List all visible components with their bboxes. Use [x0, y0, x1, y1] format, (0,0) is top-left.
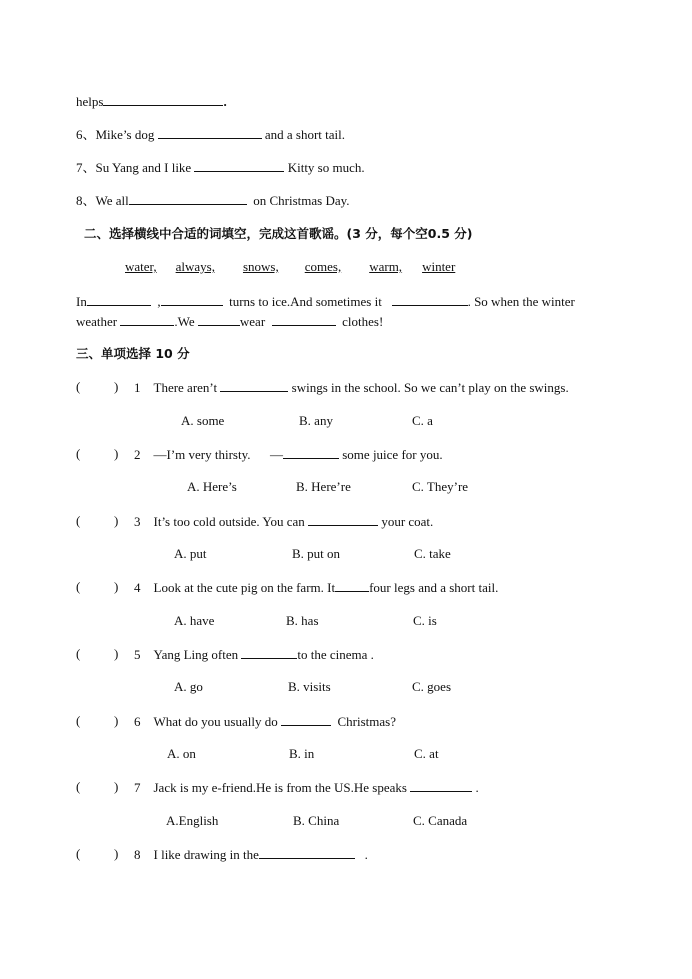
option-b[interactable]: B. put on	[292, 546, 341, 561]
section-3-title: 三、单项选择 10 分	[76, 346, 190, 361]
question-number: 8	[134, 847, 141, 862]
answer-paren-close: )	[114, 446, 119, 461]
option-b[interactable]: B. in	[289, 746, 315, 761]
answer-blank[interactable]	[194, 159, 284, 172]
answer-paren-open: (	[76, 779, 81, 794]
answer-blank[interactable]	[129, 192, 247, 205]
answer-paren-open: (	[76, 579, 81, 594]
answer-blank[interactable]	[120, 313, 174, 326]
question-4	[134, 579, 498, 596]
question-post: swings in the school. So we can’t play on the swings.	[291, 380, 569, 395]
fill-item-pre: 6、Mike’s dog	[76, 127, 155, 142]
question-post: .	[364, 847, 368, 862]
answer-blank[interactable]	[272, 313, 336, 326]
question-pre: Yang Ling often	[153, 647, 239, 662]
answer-blank[interactable]	[283, 446, 339, 459]
answer-paren-open: (	[76, 713, 81, 728]
song-text: ,	[157, 294, 161, 309]
question-post: some juice for you.	[342, 447, 443, 462]
answer-paren-close: )	[114, 579, 119, 594]
question-3	[134, 513, 433, 530]
answer-paren-open: (	[76, 513, 81, 528]
option-b[interactable]: B. China	[293, 813, 340, 828]
fill-item-7	[76, 159, 365, 176]
word-bank	[111, 259, 455, 275]
question-post: four legs and a short tail.	[369, 580, 499, 595]
answer-blank[interactable]	[281, 713, 331, 726]
song-text: wear	[239, 314, 266, 329]
option-b[interactable]: B. any	[299, 413, 333, 428]
fill-item-pre: 8、We all	[76, 193, 129, 208]
question-post: .	[475, 780, 479, 795]
option-c[interactable]: C. is	[413, 613, 437, 628]
question-6	[134, 713, 396, 730]
answer-blank[interactable]	[241, 646, 297, 659]
answer-paren-close: )	[114, 646, 119, 661]
question-number: 3	[134, 514, 141, 529]
question-pre: Jack is my e-friend.He is from the US.He speaks	[153, 780, 407, 795]
option-b[interactable]: B. Here’re	[296, 479, 351, 494]
option-a[interactable]: A. have	[174, 613, 215, 628]
song-text: In	[76, 294, 87, 309]
answer-paren-close: )	[114, 779, 119, 794]
question-number: 4	[134, 580, 141, 595]
question-7	[134, 779, 479, 796]
answer-blank[interactable]	[392, 293, 468, 306]
answer-blank[interactable]	[87, 293, 151, 306]
question-pre: I like drawing in the	[153, 847, 259, 862]
question-pre: —I’m very thirsty. —	[153, 447, 283, 462]
option-c[interactable]: C. take	[414, 546, 451, 561]
answer-blank[interactable]	[410, 779, 472, 792]
answer-paren-open: (	[76, 846, 81, 861]
option-c[interactable]: C. Canada	[413, 813, 468, 828]
question-pre: It’s too cold outside. You can	[153, 514, 305, 529]
song-text: weather	[76, 314, 118, 329]
question-number: 7	[134, 780, 141, 795]
song-text: .We	[174, 314, 195, 329]
answer-paren-open: (	[76, 646, 81, 661]
fill-item-post: and a short tail.	[264, 127, 346, 142]
option-a[interactable]: A. go	[174, 679, 203, 694]
option-a[interactable]: A. put	[174, 546, 207, 561]
answer-paren-close: )	[114, 513, 119, 528]
song-line-2	[76, 313, 383, 330]
song-text: clothes!	[342, 314, 384, 329]
fill-item-pre: 7、Su Yang and I like	[76, 160, 192, 175]
question-1	[134, 379, 569, 396]
option-b[interactable]: B. has	[286, 613, 319, 628]
question-pre: There aren’t	[153, 380, 218, 395]
answer-blank[interactable]	[308, 513, 378, 526]
question-2	[134, 446, 443, 463]
song-text: . So when the winter	[467, 294, 575, 309]
question-number: 2	[134, 447, 141, 462]
option-c[interactable]: C. a	[412, 413, 433, 428]
question-5	[134, 646, 374, 663]
fill-item-post: .	[223, 94, 227, 109]
answer-paren-close: )	[114, 713, 119, 728]
song-text: turns to ice.And sometimes it	[229, 294, 382, 309]
answer-paren-open: (	[76, 446, 81, 461]
fill-item-helps	[76, 93, 227, 110]
answer-blank[interactable]	[335, 579, 369, 592]
answer-blank[interactable]	[198, 313, 240, 326]
word-bank-item: comes,	[304, 259, 342, 274]
song-line-1	[76, 293, 575, 310]
fill-item-post: Kitty so much.	[287, 160, 365, 175]
option-c[interactable]: C. goes	[412, 679, 451, 694]
option-a[interactable]: A. some	[181, 413, 225, 428]
question-pre: What do you usually do	[153, 714, 278, 729]
answer-blank[interactable]	[259, 846, 355, 859]
option-c[interactable]: C. at	[414, 746, 439, 761]
answer-blank[interactable]	[103, 93, 223, 106]
answer-blank[interactable]	[161, 293, 223, 306]
answer-paren-open: (	[76, 379, 81, 394]
answer-paren-close: )	[114, 379, 119, 394]
question-pre: Look at the cute pig on the farm. It	[153, 580, 336, 595]
option-c[interactable]: C. They’re	[412, 479, 469, 494]
question-post: to the cinema .	[297, 647, 374, 662]
fill-item-post: on Christmas Day.	[253, 193, 350, 208]
option-b[interactable]: B. visits	[288, 679, 331, 694]
word-bank-item: always,	[175, 259, 215, 274]
question-number: 1	[134, 380, 141, 395]
question-post: Christmas?	[337, 714, 396, 729]
option-a[interactable]: A. on	[167, 746, 196, 761]
option-a[interactable]: A. Here’s	[187, 479, 237, 494]
word-bank-item: water,	[125, 259, 157, 274]
question-post: your coat.	[381, 514, 434, 529]
answer-paren-close: )	[114, 846, 119, 861]
question-number: 6	[134, 714, 141, 729]
word-bank-item: snows,	[242, 259, 279, 274]
question-8	[134, 846, 368, 863]
word-bank-item: warm,	[369, 259, 403, 274]
fill-item-pre: helps	[76, 94, 104, 109]
word-bank-item: winter	[422, 259, 456, 274]
section-2-title: 二、选择横线中合适的词填空，完成这首歌谣。(3 分，每个空0.5 分)	[84, 226, 473, 241]
fill-item-6	[76, 126, 345, 143]
answer-blank[interactable]	[220, 379, 288, 392]
answer-blank[interactable]	[158, 126, 262, 139]
question-number: 5	[134, 647, 141, 662]
option-a[interactable]: A.English	[166, 813, 219, 828]
fill-item-8	[76, 192, 350, 209]
